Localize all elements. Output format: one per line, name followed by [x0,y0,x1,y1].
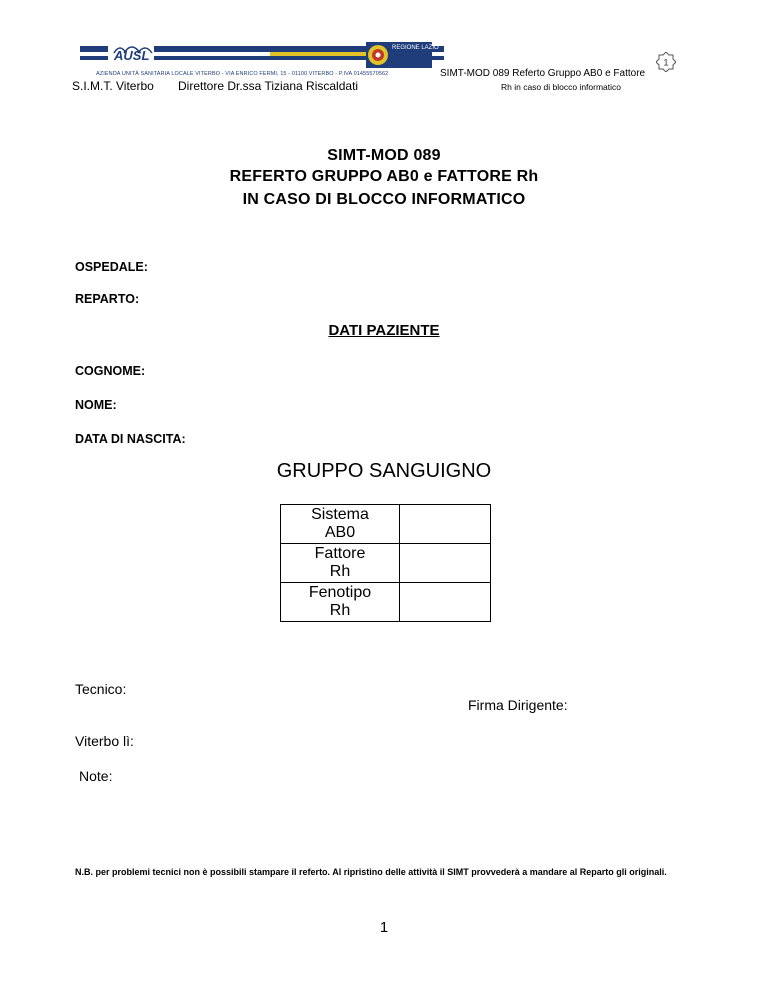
page-badge-number: 1 [663,57,669,68]
fenotipo-rh-label [281,583,400,622]
table-row [281,544,491,583]
fattore-rh-label [281,544,400,583]
gruppo-sanguigno-heading: GRUPPO SANGUIGNO [276,460,492,482]
regione-logo-text: REGIONE LAZIO [392,45,439,51]
direttore-label: Direttore Dr.ssa Tiziana Riscaldati [178,79,359,93]
doc-ref-line2: Rh in caso di blocco informatico [501,82,622,92]
azienda-line: AZIENDA UNITÀ SANITARIA LOCALE VITERBO - VIA ENRICO FERMI, 15 - 01100 VITERBO - P.IVA 01455570562 [96,71,389,77]
simt-label: S.I.M.T. Viterbo [72,79,154,93]
row-label-line: Fattore [314,545,366,562]
ausl-logo-text: AUSL [114,48,150,63]
table-row [281,505,491,544]
cognome-label: COGNOME: [75,364,146,378]
page-badge-icon [656,52,676,72]
page-number: 1 [379,919,389,936]
reparto-label: REPARTO: [75,292,140,306]
row-label-line: Rh [329,602,351,619]
row-label-line: Rh [329,563,351,580]
title-line3: IN CASO DI BLOCCO INFORMATICO [242,191,526,208]
note-label: Note: [79,768,113,784]
nb-notice: N.B. per problemi tecnici non è possibili stampare il referto. Al ripristino delle attività il SIMT provvederà a mandare al Reparto gli originali. [75,867,667,877]
title-line1: SIMT-MOD 089 [327,147,441,164]
ausl-logo [108,42,154,68]
title-line2: REFERTO GRUPPO AB0 e FATTORE Rh [229,168,539,185]
row-label-line: AB0 [324,524,356,541]
sistema-ab0-value [400,505,491,544]
doc-ref-line1: SIMT-MOD 089 Referto Gruppo AB0 e Fattore [440,68,646,79]
sistema-ab0-label [281,505,400,544]
table-row [281,583,491,622]
viterbo-date-label: Viterbo lì: [75,733,134,749]
blood-group-table [280,504,491,622]
row-label-line: Fenotipo [308,584,372,601]
header-banner [80,42,444,72]
regione-emblem-icon [366,42,390,68]
fenotipo-rh-value [400,583,491,622]
row-label-line: Sistema [311,506,369,523]
nome-label: NOME: [75,398,117,412]
firma-dirigente-label: Firma Dirigente: [468,697,568,713]
dati-paziente-heading: DATI PAZIENTE [328,322,440,339]
tecnico-label: Tecnico: [75,681,127,697]
fattore-rh-value [400,544,491,583]
ospedale-label: OSPEDALE: [75,260,148,274]
data-nascita-label: DATA DI NASCITA: [75,432,186,446]
